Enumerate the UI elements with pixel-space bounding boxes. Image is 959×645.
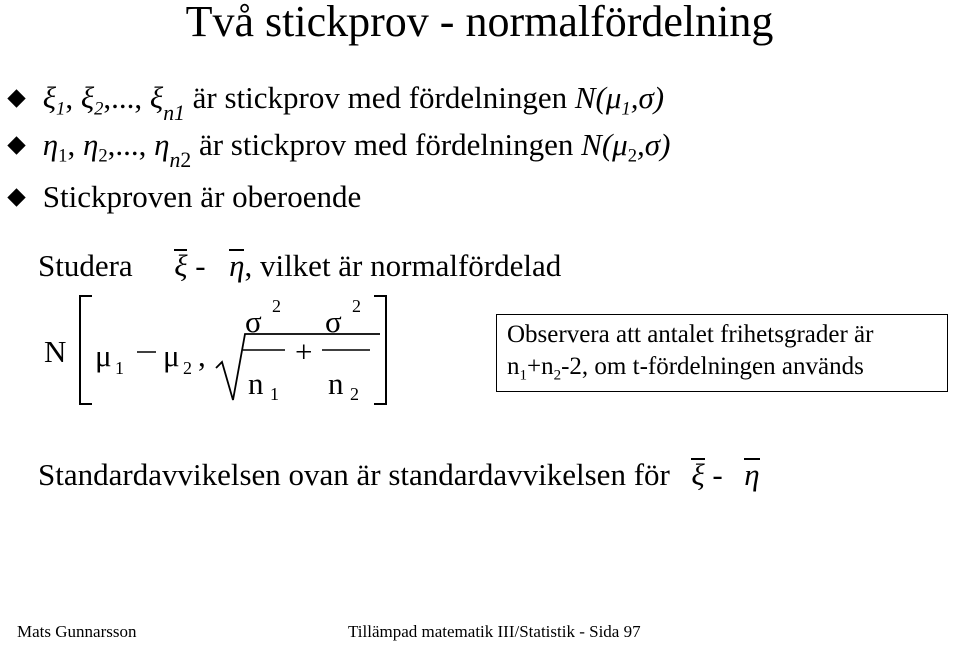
eta-bar: η bbox=[744, 457, 760, 492]
sigma-1: σ bbox=[245, 304, 262, 339]
bullet-independent: Stickproven är oberoende bbox=[10, 179, 361, 215]
degrees-of-freedom-note: Observera att antalet frihetsgrader är $n_1+n_2-2$, om t-fördelningen används bbox=[496, 314, 948, 392]
std-deviation-line: Standardavvikelsen ovan är standardavvikelsen för ξ - η bbox=[38, 457, 760, 492]
page-title: Två stickprov - normalfördelning bbox=[185, 0, 774, 46]
n-1: n bbox=[248, 366, 264, 401]
normal-distribution-formula bbox=[40, 288, 420, 416]
svg-text:2: 2 bbox=[352, 296, 361, 316]
xi-bar: ξ bbox=[691, 457, 705, 492]
studera-line: Studera ξ - η, vilket är normalfördelad bbox=[38, 248, 562, 283]
mu-2: μ bbox=[163, 338, 180, 373]
svg-text:2: 2 bbox=[350, 384, 359, 404]
plus-sign: + bbox=[295, 334, 313, 369]
diamond-bullet-icon bbox=[7, 90, 25, 108]
diamond-bullet-icon bbox=[7, 137, 25, 155]
bullet-eta-sample: $\eta_1$, $\eta_2$,..., $\eta_{n2}$ är stickprov med fördelningen $N(\mu_2,\sigma)$ bbox=[10, 127, 670, 166]
diamond-bullet-icon bbox=[7, 189, 25, 207]
sigma-2: σ bbox=[325, 304, 342, 339]
svg-text:1: 1 bbox=[270, 384, 279, 404]
svg-text:2: 2 bbox=[183, 358, 192, 378]
left-bracket bbox=[80, 296, 92, 404]
svg-text:,: , bbox=[198, 338, 206, 373]
bullet-xi-sample: $\xi_1$, $\xi_2$,..., $\xi_{n1}$ är stickprov med fördelningen $N(\mu_1,\sigma)$ bbox=[10, 80, 664, 119]
xi-bar: ξ bbox=[174, 248, 188, 283]
right-bracket bbox=[374, 296, 386, 404]
footer-course-page: Tillämpad matematik III/Statistik - Sida 97 bbox=[348, 622, 641, 641]
formula-n: N bbox=[44, 334, 67, 369]
mu-1: μ bbox=[95, 338, 112, 373]
n-2: n bbox=[328, 366, 344, 401]
svg-text:2: 2 bbox=[272, 296, 281, 316]
svg-text:1: 1 bbox=[115, 358, 124, 378]
footer-author: Mats Gunnarsson bbox=[17, 622, 137, 641]
eta-bar: η bbox=[229, 248, 245, 283]
formula-graphic bbox=[40, 288, 420, 416]
